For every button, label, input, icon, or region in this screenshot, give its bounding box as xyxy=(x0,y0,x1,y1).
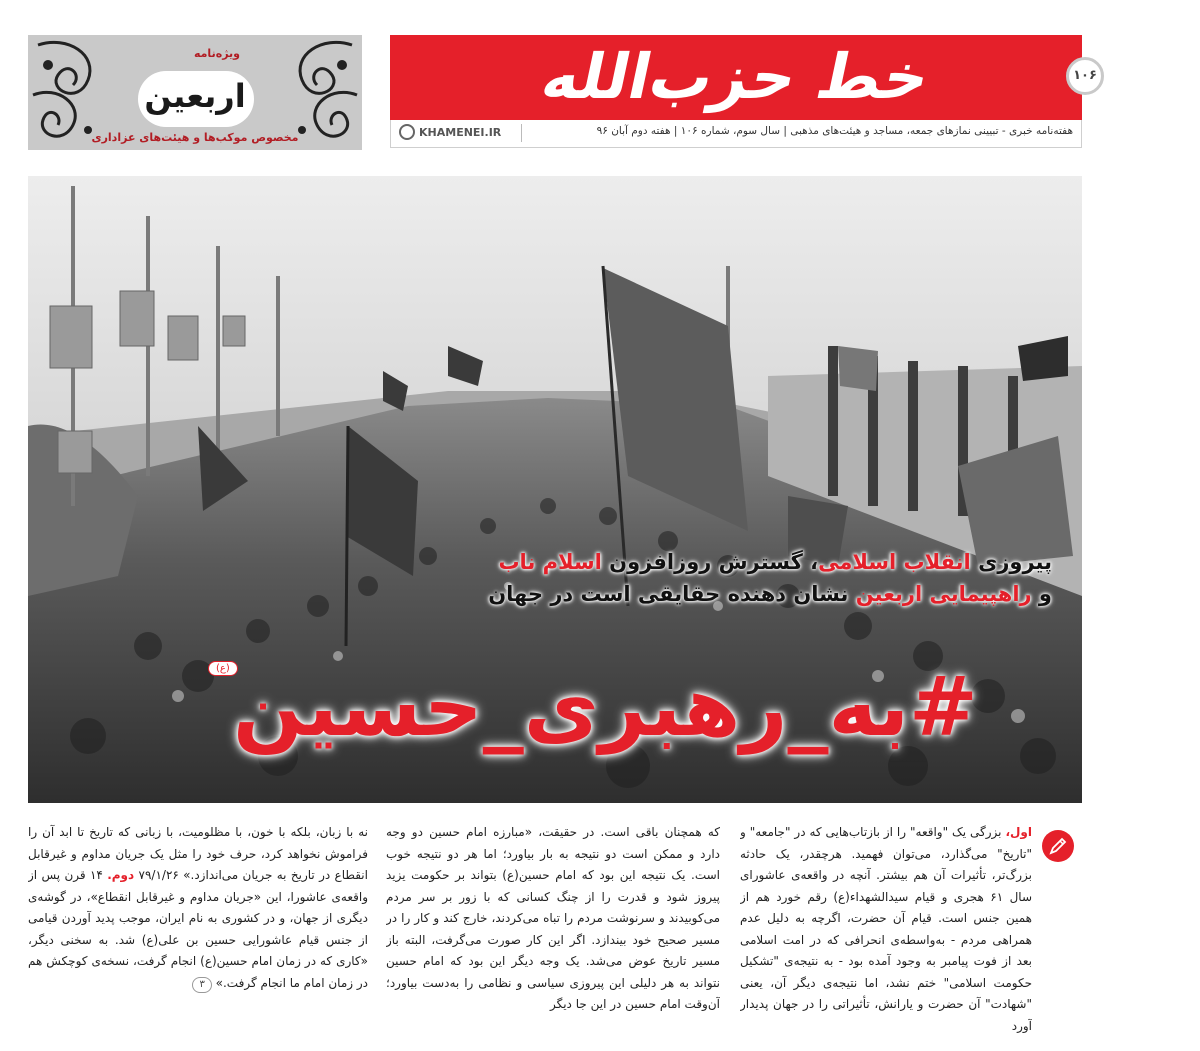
page-reference-badge: ۳ xyxy=(192,977,211,993)
hero-photo xyxy=(28,176,1082,803)
column-lead: اول، xyxy=(1005,825,1032,839)
masthead-subheader xyxy=(390,120,1082,148)
headline-line-1 xyxy=(292,546,1052,578)
masthead-title: خط حزب‌الله xyxy=(535,40,937,113)
column-text: نه با زبان، بلکه با خون، با مظلومیت، با زبانی که تاریخ تا ابد آن را فراموش نخواهد کرد، حرف خود را مثل یک جریان مداوم و غیرقابل انقطاع در تاریخ به جریان می‌اندازد.» ۷۹/۱/۲۶ xyxy=(28,825,368,882)
article-column-1 xyxy=(740,822,1032,1044)
site-logo xyxy=(399,124,501,140)
supplement-subtitle: مخصوص موکب‌ها و هیئت‌های عزاداری xyxy=(91,131,299,144)
pen-icon xyxy=(1042,830,1074,862)
column-text: که همچنان باقی است. در حقیقت، «مبارزه امام حسین دو وجه دارد و ممکن است دو نتیجه به بار بیاورد؛ اما هر دو نتیجه خوب است. یک نتیجه این بود که امام حسین(ع) بتواند بر حکومت یزید پیروز شود و قدرت را از چنگ کسانی که با زور بر سر مردم می‌کوبیدند و سرنوشت مردم را تباه می‌کردند، خارج کند و کار را در مسیر صحیح خود بیندازد. اگر این کار صورت می‌گرفت، البته باز مسیر تاریخ عوض می‌شد. یک وجه دیگر این بود که امام حسین نتواند به هر دلیلی این پیروزی سیاسی و نظامی را به‌دست بیاورد؛ آن‌وقت امام حسین در این جا دیگر xyxy=(386,825,720,1011)
headline-highlight: راهپیمایی اربعین xyxy=(855,582,1032,606)
article-body xyxy=(28,822,1082,1044)
column-text: بزرگی یک "واقعه" را از بازتاب‌هایی که در "جامعه" و "تاریخ" می‌گذارد، می‌توان فهمید. هرچقدر، یک حادثه بزرگ‌تر، تأثیرات آن هم بیشتر. آنچه در واقعه‌ی عاشورای سال ۶۱ هجری و قیام سیدالشهداء(ع) رقم خورد هم از همین جنس است. قیام آن حضرت، اگرچه به دلیل عدم همراهی مردم - به‌واسطه‌ی انحرافی که در امت اسلامی بعد از فوت پیامبر به وجود آمده بود - به نتیجه‌ی "تشکیل حکومت اسلامی" ختم نشد، اما نتیجه‌ی دیگر آن، یعنی "شهادت" آن حضرت و یارانش، تأثیراتی را در جهان پدیدار آورد xyxy=(740,825,1032,1033)
headline-text: پیروزی xyxy=(970,550,1052,574)
hashtag-title: #به_رهبری_حسین xyxy=(233,660,978,755)
article-column-2 xyxy=(386,822,720,1044)
masthead-subtitle: هفته‌نامه خبری - تبیینی نمازهای جمعه، مساجد و هیئت‌های مذهبی | سال سوم، شماره ۱۰۶ | هفته دوم آبان ۹۶ xyxy=(596,125,1073,137)
headline-highlight: انقلاب اسلامی xyxy=(818,550,971,574)
divider xyxy=(521,124,522,142)
column-lead: دوم. xyxy=(107,868,135,882)
supplement-title: اربعین xyxy=(144,77,246,115)
article-column-3 xyxy=(28,822,368,1044)
masthead xyxy=(390,35,1082,120)
site-name: KHAMENEI.IR xyxy=(419,125,502,139)
column-text: ۱۴ قرن پس از واقعه‌ی عاشورا، این «جریان مداوم و غیرقابل انقطاع»، در گوشه‌ی دیگری از جهان، و در کشوری به نام ایران، موجب پدید آوردن قیامی از جنس قیام عاشورایی حسین بن علی(ع) شد. به سخنی دیگر، «کاری که در زمان امام حسین(ع) انجام گرفت، نسخه‌ی کوچکش هم در زمان امام ما انجام گرفت.» xyxy=(28,868,368,990)
supplement-banner xyxy=(28,35,362,150)
headline-text: نشان دهنده حقایقی است در جهان xyxy=(488,582,856,606)
headline-text: و xyxy=(1031,582,1052,606)
hashtag-tag: (ع) xyxy=(208,661,238,676)
headline-highlight: اسلام ناب xyxy=(498,550,602,574)
emblem-icon xyxy=(399,124,415,140)
supplement-top-label: ویژه‌نامه xyxy=(193,47,240,60)
headline-text: ، گسترش روزافزون xyxy=(601,550,819,574)
headline-line-2 xyxy=(292,578,1052,610)
issue-number-badge: ۱۰۶ xyxy=(1066,57,1104,95)
hero-headline xyxy=(292,546,1052,610)
